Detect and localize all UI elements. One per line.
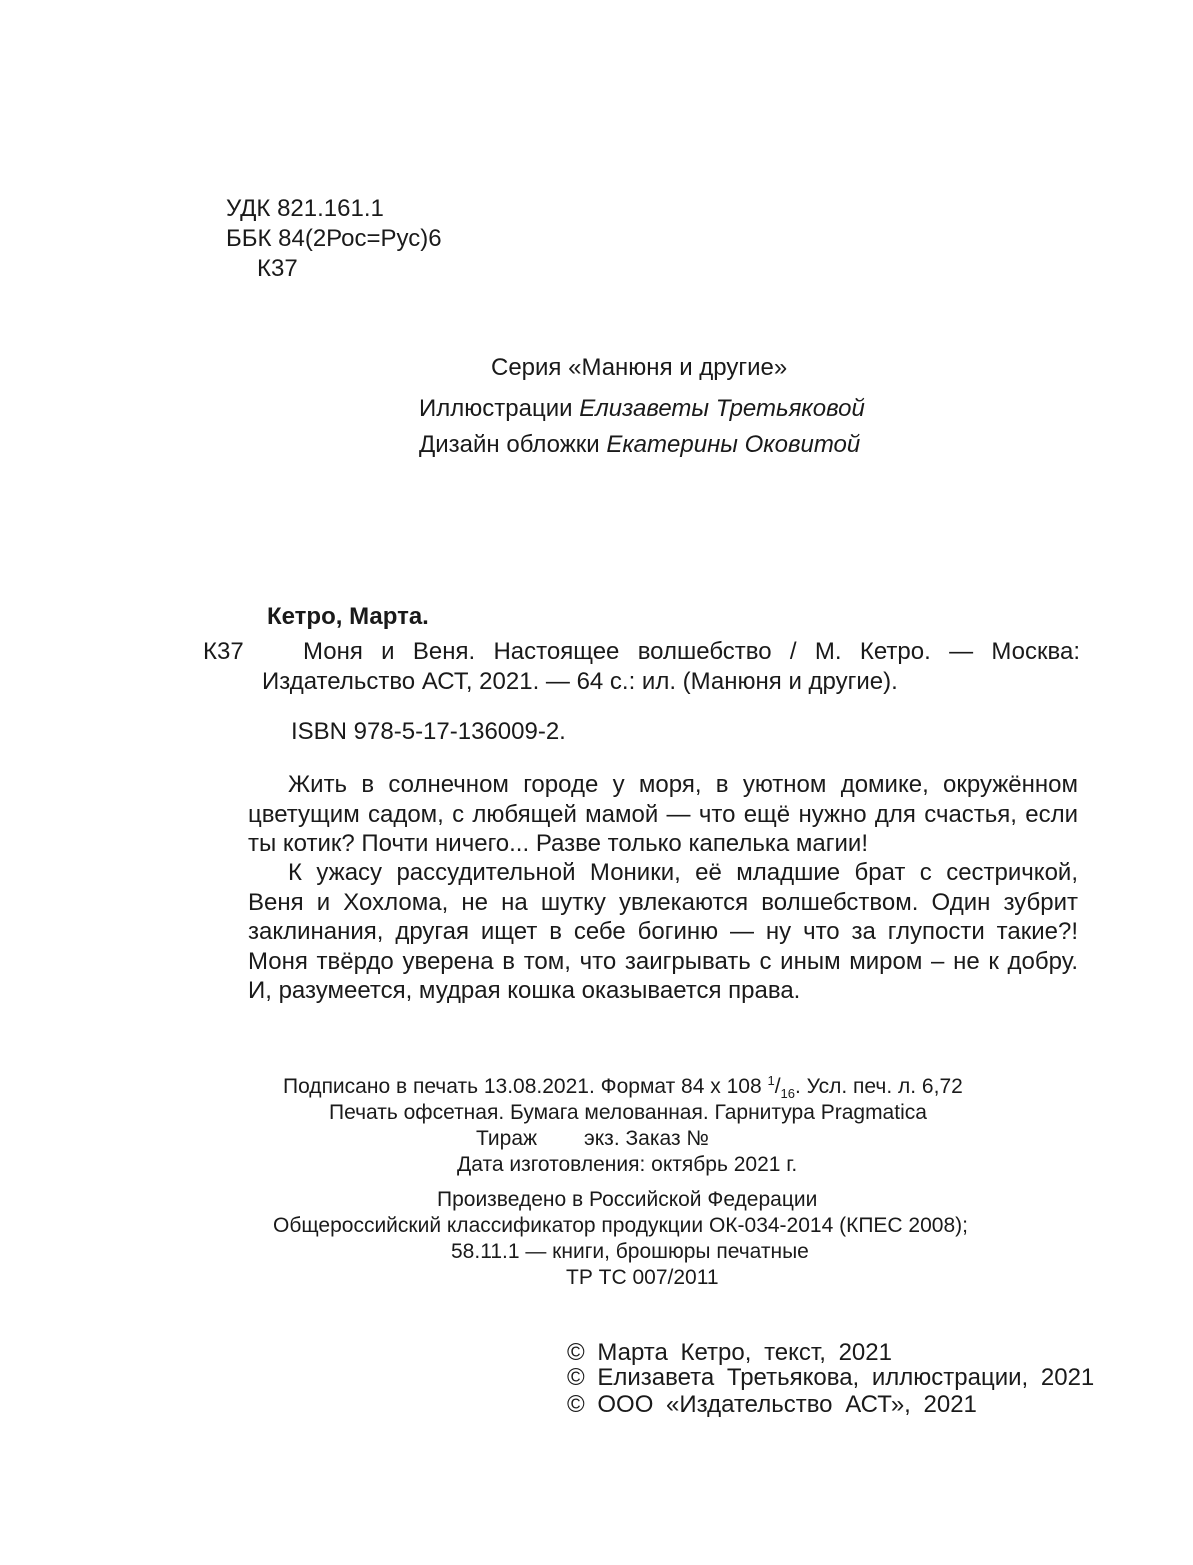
cover-designer-name: Екатерины Оковитой <box>606 431 861 458</box>
order-label: экз. Заказ № <box>584 1127 709 1150</box>
udk-code: УДК 821.161.1 <box>226 195 384 222</box>
annotation-text-2: К ужасу рассудительной Моники, её младшие брат с сестричкой, Веня и Хохлома, не на шутку увлекаются волшебством. Один зубрит заклинания, другая ищет в себе богиню — ну что за глупости такие?! Моня твёрдо уверена в том, что заигрывать с иным миром – не к добру. И, разумеется, мудрая кошка оказывается права. <box>248 859 1078 1004</box>
isbn: ISBN 978-5-17-136009-2. <box>291 718 566 745</box>
bib-line-2: Издательство АСТ, 2021. — 64 с.: ил. (Манюня и другие). <box>262 668 898 695</box>
format-denominator: 16 <box>780 1086 796 1102</box>
copyright-2: © Елизавета Третьякова, иллюстрации, 2021 <box>567 1364 1095 1391</box>
imprint-line-8: ТР ТС 007/2011 <box>566 1266 719 1289</box>
bib-author: Кетро, Марта. <box>267 603 429 630</box>
imprint-print-sheets: . Усл. печ. л. 6,72 <box>795 1075 963 1098</box>
imprint-line-3 <box>476 1126 709 1152</box>
annotation-paragraph-1 <box>248 770 1078 859</box>
imprint-line-2: Печать офсетная. Бумага мелованная. Гарнитура Pragmatica <box>329 1101 927 1124</box>
format-numerator: 1 <box>767 1073 775 1088</box>
copyright-1: © Марта Кетро, текст, 2021 <box>567 1339 892 1366</box>
illustrations-line <box>419 393 865 425</box>
series-line: Серия «Манюня и другие» <box>491 354 788 381</box>
illustrations-label: Иллюстрации <box>419 395 573 422</box>
bib-mark: К37 <box>203 638 244 665</box>
copyright-3: © ООО «Издательство АСТ», 2021 <box>567 1391 977 1418</box>
imprint-signed: Подписано в печать 13.08.2021. Формат 84 х 108 <box>283 1075 768 1098</box>
annotation-paragraph-2 <box>248 858 1078 1006</box>
imprint-line-4: Дата изготовления: октябрь 2021 г. <box>457 1153 798 1176</box>
imprint-line-1 <box>283 1074 963 1100</box>
imprint-line-7: 58.11.1 — книги, брошюры печатные <box>451 1240 809 1263</box>
bib-line-1: Моня и Веня. Настоящее волшебство / М. Кетро. — Москва: <box>303 638 1080 665</box>
imprint-line-5: Произведено в Российской Федерации <box>437 1188 818 1211</box>
cover-design-label: Дизайн обложки <box>419 431 600 458</box>
author-mark: К37 <box>257 255 298 282</box>
format-slash: / <box>774 1075 781 1098</box>
annotation-text-1: Жить в солнечном городе у моря, в уютном домике, окружённом цветущим садом, с любящей мамой — что ещё нужно для счастья, если ты котик? Почти ничего... Разве только капелька магии! <box>248 771 1078 857</box>
cover-design-line <box>419 429 860 461</box>
illustrator-name: Елизаветы Третьяковой <box>579 395 865 422</box>
bbk-code: ББК 84(2Рос=Рус)6 <box>226 225 442 252</box>
imprint-line-6: Общероссийский классификатор продукции ОК-034-2014 (КПЕС 2008); <box>273 1214 968 1237</box>
print-run-label: Тираж <box>476 1127 538 1150</box>
